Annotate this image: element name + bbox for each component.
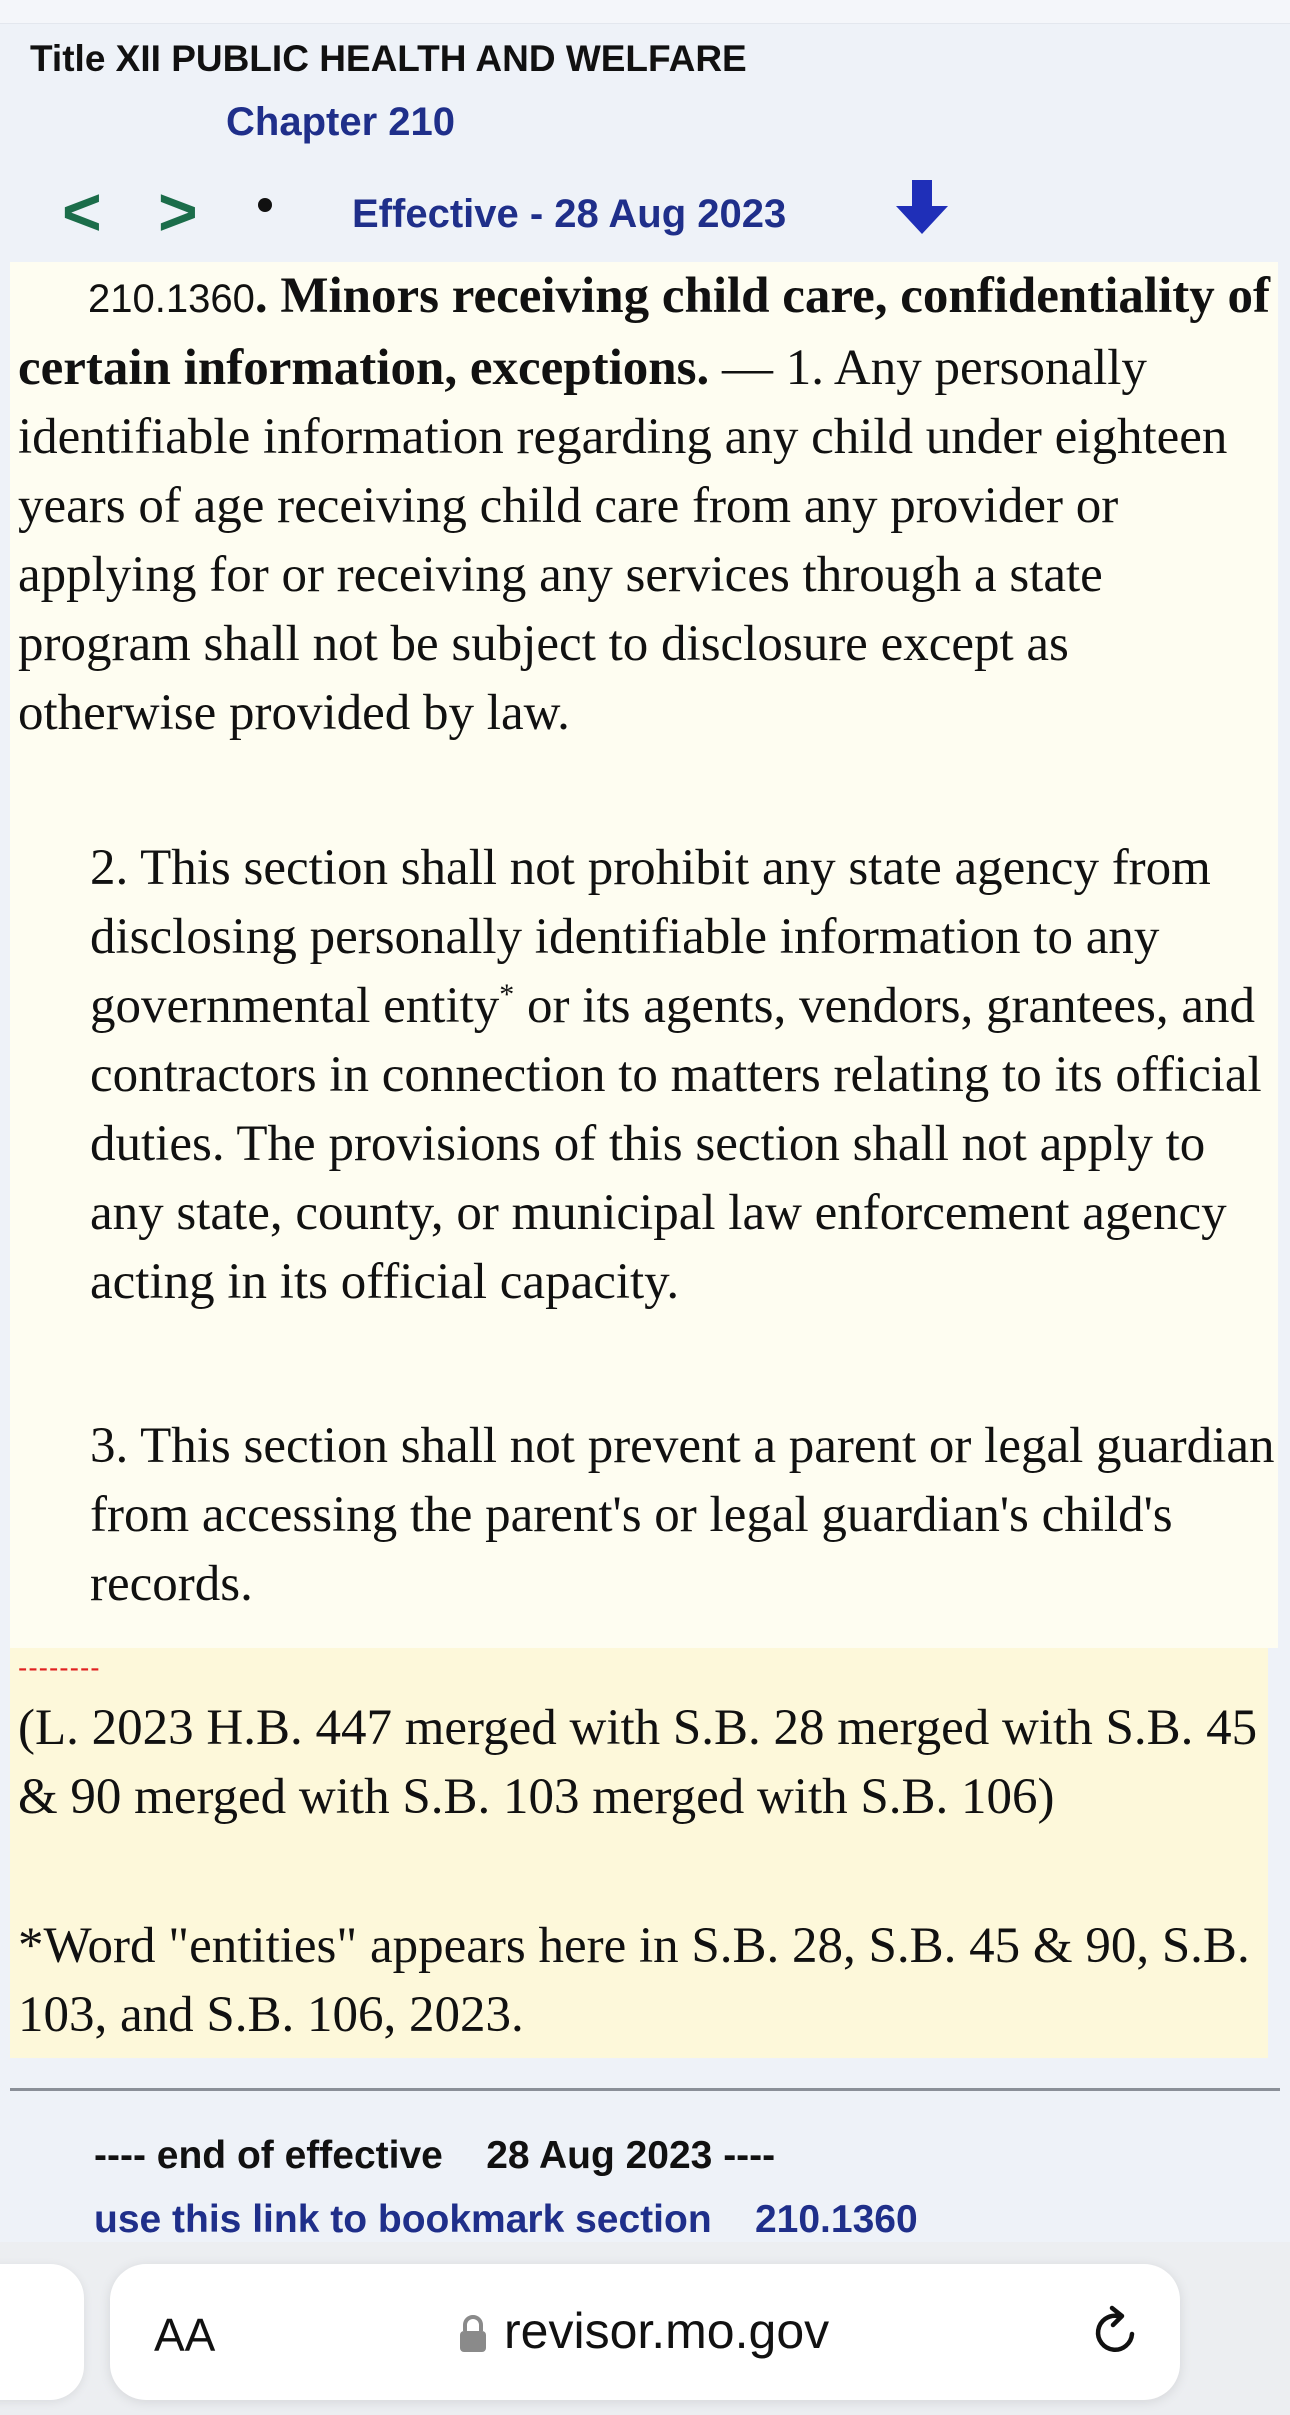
address-bar[interactable] [110, 2264, 1180, 2400]
history-notes [10, 1648, 1268, 2058]
down-arrow-icon[interactable] [894, 178, 950, 238]
dot-icon [258, 198, 272, 212]
subsection-2 [18, 834, 1278, 1317]
section-heading-paragraph [18, 262, 1278, 748]
section-title: . Minors receiving child care, confidentiality of certain information, exceptions. [18, 268, 1270, 396]
footnote: *Word "entities" appears here in S.B. 28, S.B. 45 & 90, S.B. 103, and S.B. 106, 2023. [18, 1918, 1250, 2043]
section-navigation [0, 172, 1290, 262]
notes-separator: -------- [18, 1652, 101, 1683]
subsection-2-text-a: 2. This section shall not prohibit any state agency from disclosing personally identifiable information to any governmental entity [90, 840, 1211, 1034]
bookmark-link[interactable]: use this link to bookmark section 210.1360 [94, 2198, 918, 2241]
browser-toolbar [0, 2242, 1290, 2415]
previous-section-button[interactable]: < [62, 174, 102, 250]
history-note: (L. 2023 H.B. 447 merged with S.B. 28 merged with S.B. 45 & 90 merged with S.B. 103 merged with S.B. 106) [18, 1700, 1258, 1825]
subsection-3: 3. This section shall not prevent a parent or legal guardian from accessing the parent's or legal guardian's child's records. [90, 1418, 1275, 1612]
statute-text [10, 262, 1278, 1648]
next-section-button[interactable]: > [158, 174, 198, 250]
reload-icon[interactable] [1088, 2304, 1144, 2360]
title-heading: Title XII PUBLIC HEALTH AND WELFARE [30, 38, 747, 79]
lock-icon [458, 2314, 488, 2354]
footnote-marker: * [499, 978, 515, 1011]
section-number: 210.1360 [88, 277, 255, 321]
text-size-button[interactable]: AA [154, 2309, 216, 2361]
subsection-2-text-b: or its agents, vendors, grantees, and contractors in connection to matters relating to its official duties. The provisions of this section shall not apply to any state, county, or municipal law enforcement agency acting in its official capacity. [90, 978, 1262, 1310]
subsection-1: — 1. Any personally identifiable information regarding any child under eighteen years of age receiving child care from any provider or applying for or receiving any services through a state program shall not be subject to disclosure except as otherwise provided by law. [18, 340, 1228, 741]
url-text[interactable]: revisor.mo.gov [504, 2303, 830, 2359]
chapter-link[interactable]: Chapter 210 [226, 100, 455, 144]
top-edge [0, 0, 1290, 24]
divider [10, 2088, 1280, 2091]
end-of-effective: ---- end of effective 28 Aug 2023 ---- [94, 2134, 776, 2177]
effective-date: Effective - 28 Aug 2023 [352, 192, 787, 236]
previous-tab-peek[interactable] [0, 2264, 84, 2400]
